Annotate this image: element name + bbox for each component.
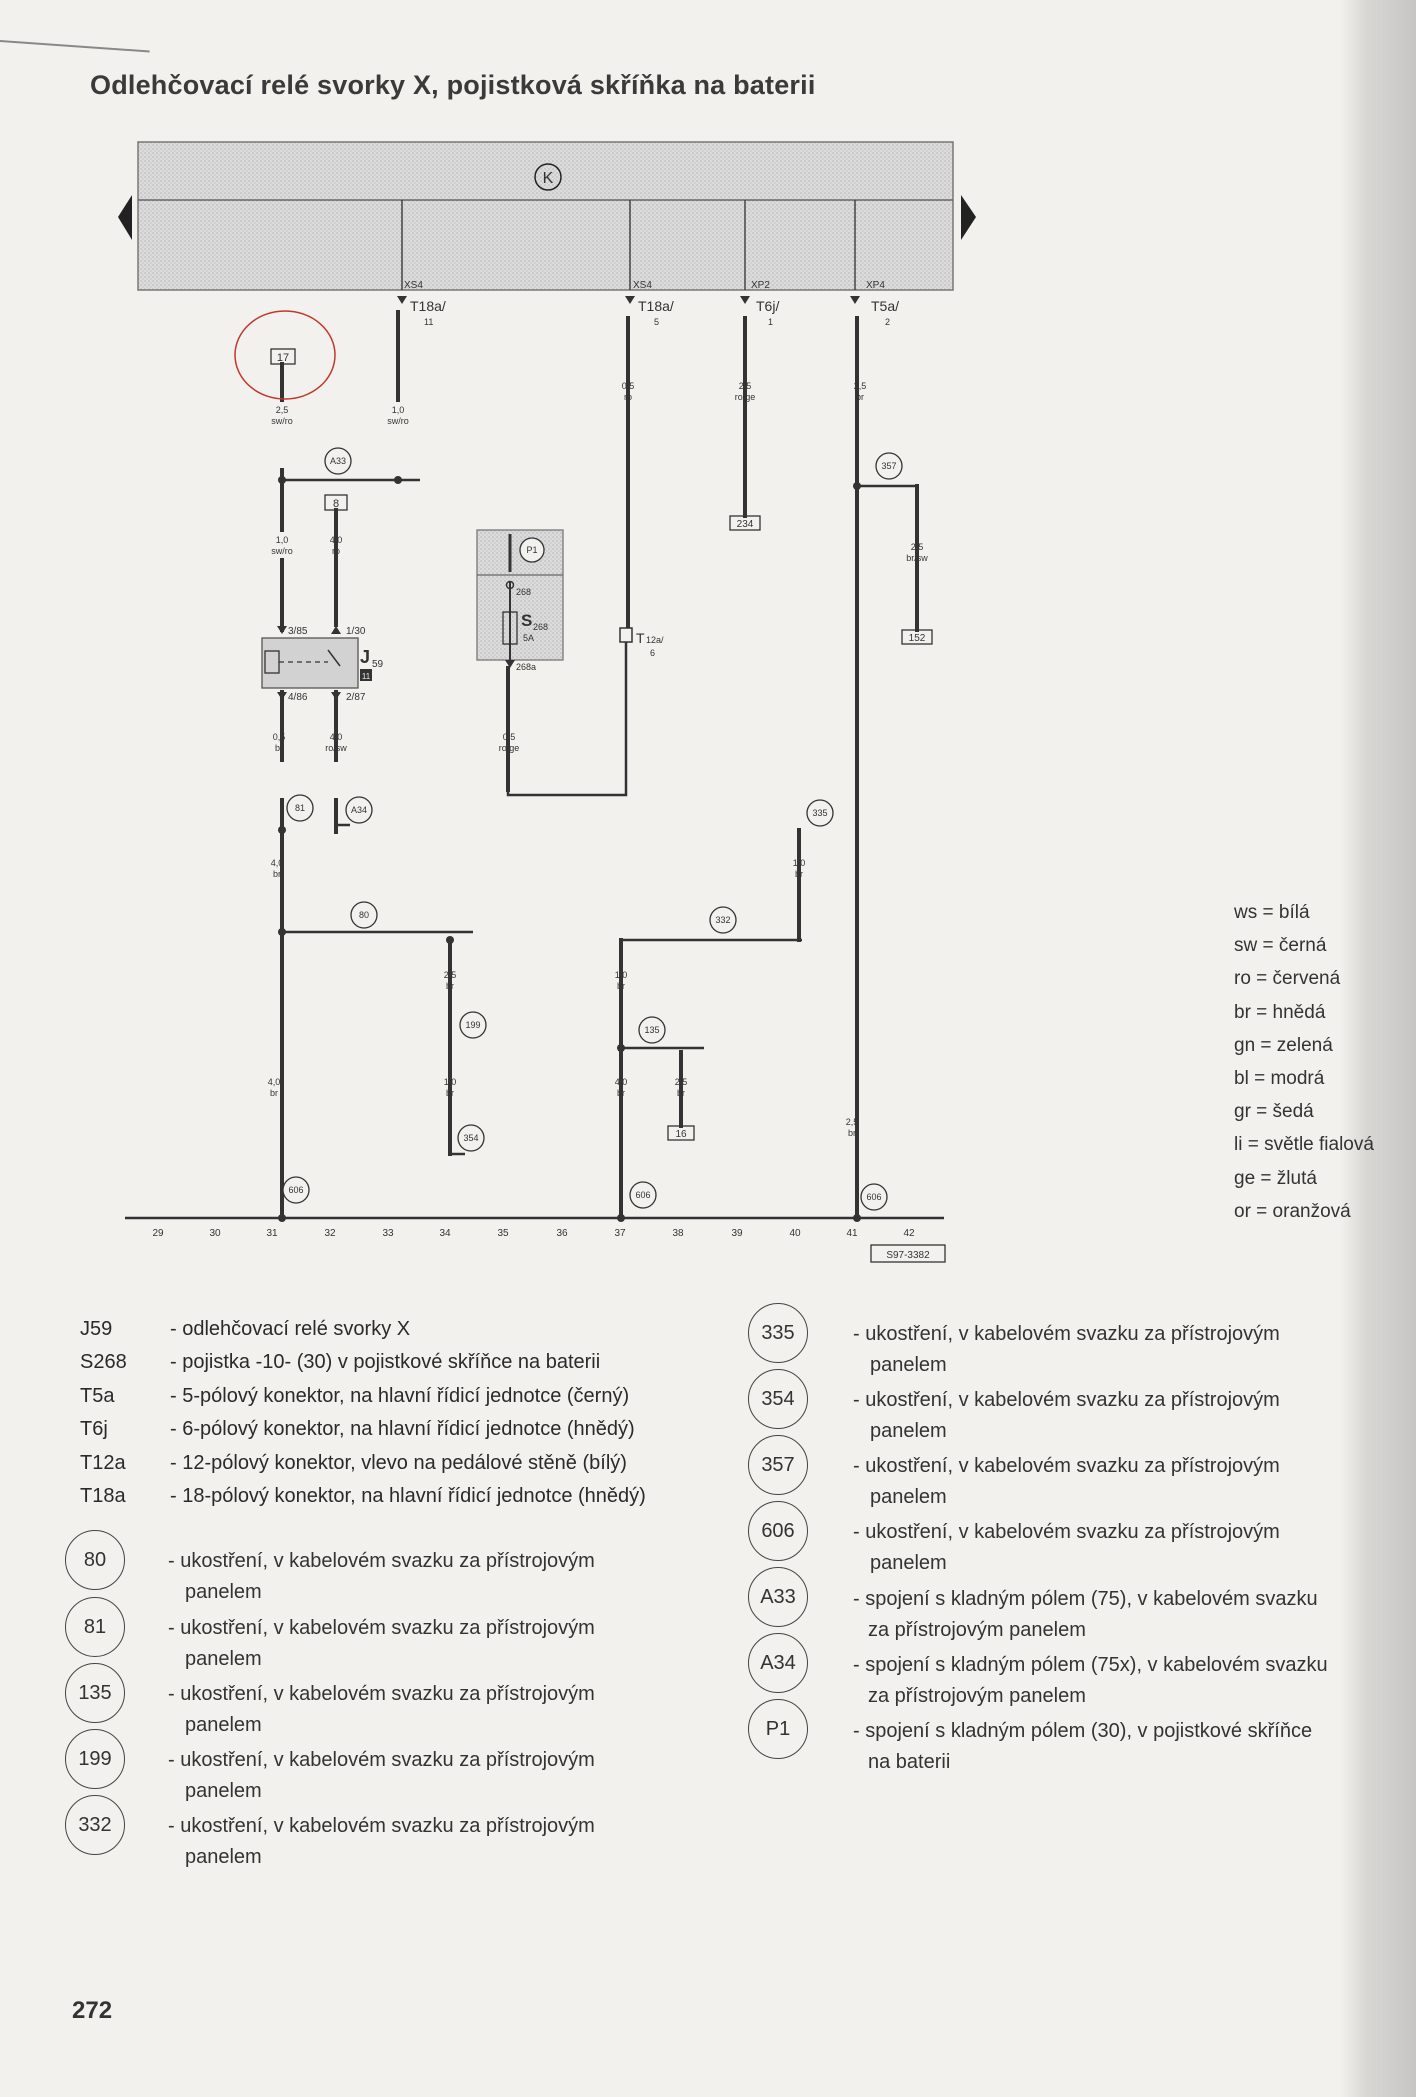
svg-text:42: 42 [903, 1228, 915, 1239]
svg-text:152: 152 [908, 633, 926, 644]
svg-text:A34: A34 [350, 805, 368, 815]
svg-text:31: 31 [266, 1228, 278, 1239]
svg-text:T6j/: T6j/ [756, 298, 780, 314]
legend-desc: - 18-pólový konektor, na hlavní řídicí jednotce (hnědý) [170, 1484, 646, 1507]
svg-text:XS4: XS4 [404, 280, 423, 291]
circle-606-a [283, 1177, 309, 1203]
circle-335 [807, 800, 833, 826]
legend-key: J59 [80, 1318, 113, 1340]
legend-key: T12a [80, 1451, 126, 1474]
box-16 [668, 1126, 694, 1140]
svg-text:ro/sw: ro/sw [325, 743, 347, 753]
svg-text:268: 268 [533, 622, 549, 632]
svg-text:39: 39 [731, 1228, 743, 1239]
svg-text:234: 234 [736, 519, 754, 530]
grid-scale [152, 1228, 915, 1239]
legend-circle: 81 [65, 1597, 125, 1657]
legend-desc: - ukostření, v kabelovém svazku za přístrojovým [853, 1323, 1280, 1345]
legend-desc: panelem [870, 1420, 947, 1442]
circle-p1 [520, 538, 544, 562]
circle-332 [710, 907, 736, 933]
svg-text:T18a/: T18a/ [410, 298, 446, 314]
svg-text:br: br [269, 1088, 279, 1098]
legend-desc: - ukostření, v kabelovém svazku za přístrojovým [853, 1455, 1280, 1477]
svg-text:11: 11 [424, 317, 434, 327]
circle-80 [351, 902, 377, 928]
svg-text:br: br [445, 981, 455, 991]
svg-text:6: 6 [650, 648, 656, 658]
continue-left-arrow [118, 195, 132, 240]
svg-text:135: 135 [644, 1025, 660, 1035]
box-17 [271, 349, 295, 364]
legend-circle: 80 [65, 1530, 125, 1590]
svg-text:br: br [616, 1088, 626, 1098]
svg-text:35: 35 [497, 1228, 509, 1239]
svg-text:4,0: 4,0 [270, 858, 284, 868]
svg-text:2,5: 2,5 [853, 381, 867, 391]
svg-text:br/sw: br/sw [906, 553, 928, 563]
legend-desc: - ukostření, v kabelovém svazku za přístrojovým [853, 1521, 1280, 1543]
legend-desc: na baterii [868, 1751, 951, 1773]
legend-desc: - ukostření, v kabelovém svazku za přístrojovým [168, 1749, 595, 1771]
svg-text:4,0: 4,0 [329, 732, 343, 742]
legend-desc: - ukostření, v kabelovém svazku za přístrojovým [168, 1617, 595, 1639]
svg-text:357: 357 [881, 461, 897, 471]
svg-text:5: 5 [654, 317, 660, 327]
legend-desc: za přístrojovým panelem [868, 1619, 1086, 1641]
legend-key: T18a [80, 1484, 126, 1507]
color-key-item: gr = šedá [1234, 1101, 1314, 1123]
svg-text:2,5: 2,5 [275, 405, 289, 415]
circle-a34 [346, 797, 372, 823]
legend-desc: panelem [870, 1354, 947, 1376]
circle-606-b [630, 1182, 656, 1208]
legend-desc: panelem [185, 1714, 262, 1736]
svg-text:1,0: 1,0 [792, 858, 806, 868]
legend-key: T6j [80, 1418, 108, 1441]
legend-desc: - spojení s kladným pólem (75), v kabelovém svazku [853, 1588, 1318, 1610]
legend-desc: - ukostření, v kabelovém svazku za přístrojovým [168, 1815, 595, 1837]
legend-key: T5a [80, 1384, 115, 1407]
legend-circle: P1 [748, 1699, 808, 1759]
svg-text:2,5: 2,5 [674, 1077, 688, 1087]
svg-text:T: T [636, 630, 645, 646]
legend-desc: - 12-pólový konektor, vlevo na pedálové stěně (bílý) [170, 1451, 627, 1474]
legend-desc: - ukostření, v kabelovém svazku za přístrojovým [168, 1683, 595, 1705]
svg-text:2,5: 2,5 [443, 970, 457, 980]
color-key-item: br = hnědá [1234, 1001, 1326, 1023]
svg-text:ro: ro [623, 392, 633, 402]
svg-text:XP4: XP4 [866, 280, 885, 291]
box-152 [902, 630, 932, 644]
svg-text:29: 29 [152, 1228, 164, 1239]
legend-desc: za přístrojovým panelem [868, 1685, 1086, 1707]
color-key-item: or = oranžová [1234, 1200, 1351, 1222]
legend-desc: panelem [185, 1581, 262, 1603]
svg-text:2: 2 [885, 317, 891, 327]
svg-text:S: S [521, 611, 533, 630]
color-key-item: ge = žlutá [1234, 1167, 1317, 1189]
legend-desc: - spojení s kladným pólem (75x), v kabelovém svazku [853, 1654, 1328, 1676]
svg-text:17: 17 [276, 352, 290, 364]
page-title: Odlehčovací relé svorky X, pojistková skříňka na baterii [90, 70, 816, 100]
circle-354 [458, 1125, 484, 1151]
legend-desc: - odlehčovací relé svorky X [170, 1318, 411, 1340]
svg-text:37: 37 [614, 1228, 626, 1239]
svg-text:1,0: 1,0 [443, 1077, 457, 1087]
color-key-item: li = světle fialová [1234, 1134, 1374, 1156]
legend-circle: 606 [748, 1501, 808, 1561]
svg-text:81: 81 [294, 803, 306, 813]
svg-text:ro/ge: ro/ge [734, 392, 756, 402]
svg-text:36: 36 [556, 1228, 568, 1239]
continue-right-arrow [961, 195, 976, 240]
svg-text:11: 11 [361, 672, 371, 681]
svg-text:4,0: 4,0 [329, 535, 343, 545]
svg-text:br: br [676, 1088, 686, 1098]
color-key-item: sw = černá [1234, 935, 1327, 957]
legend-desc: panelem [185, 1648, 262, 1670]
svg-text:30: 30 [209, 1228, 221, 1239]
svg-text:606: 606 [288, 1185, 304, 1195]
legend-circle: 354 [748, 1369, 808, 1429]
legend-desc: - ukostření, v kabelovém svazku za přístrojovým [168, 1550, 595, 1572]
legend-key: S268 [80, 1351, 127, 1374]
svg-text:1,0: 1,0 [275, 535, 289, 545]
svg-text:1/30: 1/30 [346, 626, 366, 637]
svg-text:T5a/: T5a/ [871, 298, 900, 314]
circle-199 [460, 1012, 486, 1038]
svg-text:4/86: 4/86 [288, 692, 308, 703]
circle-81 [287, 795, 313, 821]
legend-desc: panelem [185, 1846, 262, 1868]
svg-text:32: 32 [324, 1228, 336, 1239]
svg-text:606: 606 [866, 1192, 882, 1202]
svg-text:br: br [616, 981, 626, 991]
svg-text:0,5: 0,5 [272, 732, 286, 742]
svg-text:268: 268 [516, 587, 532, 597]
svg-text:br: br [847, 1128, 857, 1138]
legend-desc: - pojistka -10- (30) v pojistkové skříňce na baterii [170, 1351, 601, 1374]
svg-text:59: 59 [372, 659, 384, 670]
svg-text:34: 34 [439, 1228, 451, 1239]
svg-text:8: 8 [332, 498, 340, 510]
svg-text:40: 40 [789, 1228, 801, 1239]
svg-text:0,5: 0,5 [621, 381, 635, 391]
svg-text:41: 41 [846, 1228, 858, 1239]
svg-text:5A: 5A [523, 633, 535, 643]
legend-circle: A33 [748, 1567, 808, 1627]
svg-text:br: br [274, 743, 284, 753]
legend-circle: 135 [65, 1663, 125, 1723]
svg-text:ro: ro [331, 546, 341, 556]
legend-desc: - 5-pólový konektor, na hlavní řídicí jednotce (černý) [170, 1384, 630, 1407]
circle-357 [876, 453, 902, 479]
svg-text:33: 33 [382, 1228, 394, 1239]
legend-circle: 335 [748, 1303, 808, 1363]
svg-text:sw/ro: sw/ro [271, 416, 293, 426]
bus-k-label: K [542, 170, 554, 187]
color-key-item: ro = červená [1234, 968, 1341, 990]
svg-text:br: br [855, 392, 865, 402]
svg-text:80: 80 [358, 910, 370, 920]
svg-text:4,0: 4,0 [614, 1077, 628, 1087]
svg-text:1,0: 1,0 [614, 970, 628, 980]
legend-circle: A34 [748, 1633, 808, 1693]
legend-desc: - ukostření, v kabelovém svazku za přístrojovým [853, 1389, 1280, 1411]
svg-text:A33: A33 [329, 456, 347, 466]
color-key-item: ws = bílá [1234, 902, 1310, 923]
svg-text:38: 38 [672, 1228, 684, 1239]
svg-text:332: 332 [715, 915, 731, 925]
svg-text:1: 1 [768, 317, 774, 327]
svg-text:2,5: 2,5 [845, 1117, 859, 1127]
svg-text:XP2: XP2 [751, 280, 770, 291]
svg-text:354: 354 [463, 1133, 479, 1143]
svg-text:268a: 268a [516, 662, 537, 672]
legend-desc: panelem [870, 1486, 947, 1508]
svg-text:1,0: 1,0 [391, 405, 405, 415]
legend-desc: - 6-pólový konektor, na hlavní řídicí jednotce (hnědý) [170, 1418, 635, 1441]
svg-text:606: 606 [635, 1190, 651, 1200]
legend-desc: - spojení s kladným pólem (30), v pojistkové skříňce [853, 1720, 1313, 1742]
svg-text:sw/ro: sw/ro [387, 416, 409, 426]
svg-text:P1: P1 [526, 545, 538, 555]
svg-text:br: br [794, 869, 804, 879]
svg-text:335: 335 [812, 808, 828, 818]
svg-text:16: 16 [675, 1129, 687, 1140]
circle-135 [639, 1017, 665, 1043]
svg-text:br: br [445, 1088, 455, 1098]
legend-desc: panelem [185, 1780, 262, 1802]
svg-text:br: br [272, 869, 282, 879]
legend-circle: 199 [65, 1729, 125, 1789]
svg-text:0,5: 0,5 [502, 732, 516, 742]
svg-text:2,5: 2,5 [738, 381, 752, 391]
legend-desc: panelem [870, 1552, 947, 1574]
svg-text:4,0: 4,0 [267, 1077, 281, 1087]
box-8 [325, 495, 347, 510]
svg-text:3/85: 3/85 [288, 626, 308, 637]
svg-text:J: J [360, 647, 371, 667]
box-234 [730, 516, 760, 530]
circle-606-c [861, 1184, 887, 1210]
svg-text:2,5: 2,5 [910, 542, 924, 552]
svg-text:XS4: XS4 [633, 280, 652, 291]
svg-text:ro/ge: ro/ge [498, 743, 520, 753]
svg-text:S97-3382: S97-3382 [886, 1250, 930, 1261]
page-number: 272 [72, 1997, 113, 2024]
legend-circle: 332 [65, 1795, 125, 1855]
svg-text:2/87: 2/87 [346, 692, 366, 703]
svg-text:199: 199 [465, 1020, 481, 1030]
color-key-item: gn = zelená [1234, 1034, 1333, 1056]
svg-text:12a/: 12a/ [646, 635, 664, 645]
circle-a33 [325, 448, 351, 474]
color-key [1234, 896, 1374, 1228]
legend-circle: 357 [748, 1435, 808, 1495]
svg-text:sw/ro: sw/ro [271, 546, 293, 556]
color-key-item: bl = modrá [1234, 1068, 1325, 1090]
doc-code [871, 1245, 945, 1262]
svg-text:T18a/: T18a/ [638, 298, 674, 314]
